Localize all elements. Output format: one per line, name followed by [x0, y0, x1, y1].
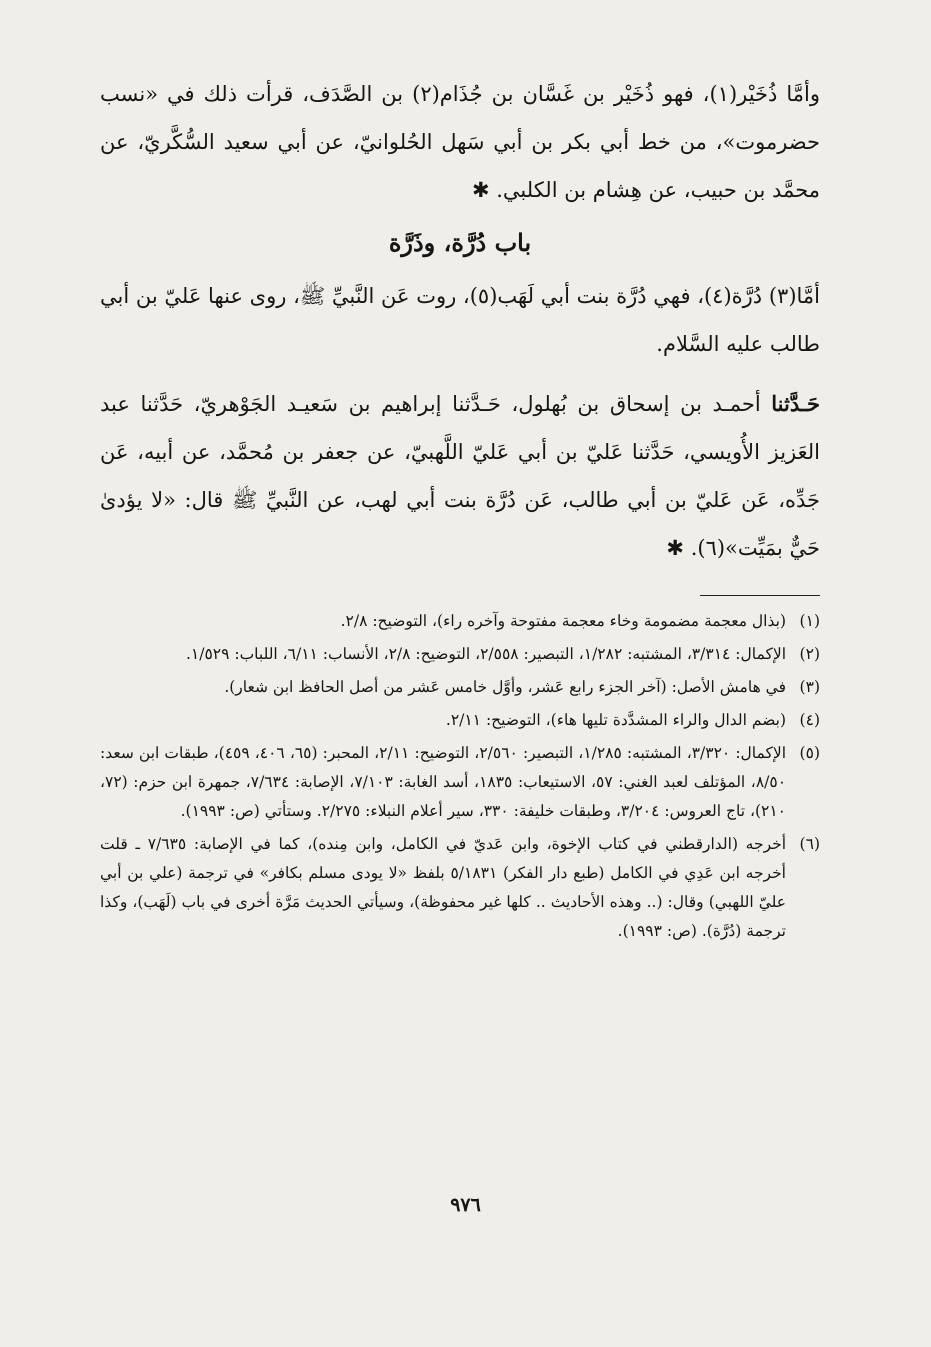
paragraph-dhukhayr: وأمَّا ذُخَيْر(١)، فهو ذُخَيْر بن غَسَّان بن جُذَام(٢) بن الصَّدَف، قرأت ذلك في «نسب حضرموت»، من خط أبي بكر بن أبي سَهل الحُلوانيّ، عن أبي سعيد السُّكَّريّ، عن محمَّد بن حبيب، عن هِشام بن الكلبي. ✱: [100, 82, 821, 202]
footnote-number: (١): [799, 612, 820, 630]
paragraph-durra: أمَّا(٣) دُرَّة(٤)، فهي دُرَّة بنت أبي لَهَب(٥)، روت عَن النَّبيِّ ﷺ، روى عنها عَليّ بن أبي طالب عليه السَّلام.: [100, 284, 820, 356]
footnote: [100, 607, 820, 636]
footnote-text: في هامش الأصل: (آخر الجزء رابع عَشر، وأوَّل خامس عَشر من أصل الحافظ ابن شعار).: [224, 678, 786, 696]
footnote-number: (٥): [799, 744, 820, 762]
page-number: ٩٧٦: [450, 1194, 481, 1216]
footnote: [100, 673, 820, 702]
footnote-text: (بضم الدال والراء المشدَّدة تليها هاء)، التوضيح: ٢/١١.: [445, 711, 786, 729]
footnote-text: (بذال معجمة مضمومة وخاء معجمة مفتوحة وآخره راء)، التوضيح: ٢/٨.: [340, 612, 786, 630]
hadith-text: أحمـد بن إسحاق بن بُهلول، حَـدَّثنا إبراهيم بن سَعيـد الجَوْهريّ، حَدَّثنا عبد العَزيز الأُويسي، حَدَّثنا عَليّ بن أبي عَليّ اللَّهبيّ، عن جعفر بن مُحمَّد، عن أبيه، عَن جَدِّه، عَن عَليّ بن أبي طالب، عَن دُرَّة بنت أبي لهب، عن النَّبيِّ ﷺ قال: «لا يؤدىٰ حَيٌّ بمَيِّت»(٦). ✱: [100, 392, 820, 560]
main-text: [100, 70, 820, 572]
footnote-number: (٢): [799, 645, 820, 663]
footnote-text: أخرجه (الدارقطني في كتاب الإخوة، وابن عَديّ في الكامل، وابن مِنده)، كما في الإصابة: ٧/٦٣٥ ـ قلت أخرجه ابن عَدِي في الكامل (طبع دار الفكر) ٥/١٨٣١ بلفظ «لا يودى مسلم بكافر» في ترجمة (علي بن أبي عليّ اللهبي) وقال: (.. وهذه الأحاديث .. كلها غير محفوظة)، وسيأتي الحديث مَرَّة أخرى في باب (لَهَب)، وكذا ترجمة (دُرَّة). (ص: ١٩٩٣).: [100, 835, 787, 940]
footnote-number: (٦): [799, 835, 820, 853]
footnote: [100, 830, 820, 946]
footnote-separator: [700, 595, 820, 596]
chapter-heading: باب دُرَّة، وذَرَّة: [388, 228, 532, 257]
footnotes: [100, 607, 820, 950]
footnote: [100, 706, 820, 735]
footnote-number: (٤): [799, 711, 820, 729]
footnote-text: الإكمال: ٣/٣١٤، المشتبه: ١/٢٨٢، التبصير: ٢/٥٥٨، التوضيح: ٢/٨، الأنساب: ٦/١١، اللباب: ١/٥٢٩.: [185, 645, 786, 663]
hadith-lead-word: حَـدَّثنا: [771, 391, 820, 416]
footnote-number: (٣): [799, 678, 820, 696]
footnote: [100, 739, 820, 826]
paragraph-hadith: [100, 380, 820, 572]
footnote-text: الإكمال: ٣/٣٢٠، المشتبه: ١/٢٨٥، التبصير: ٢/٥٦٠، التوضيح: ٢/١١، المحبر: (٦٥، ٤٠٦، ٤٥٩)، طبقات ابن سعد: ٨/٥٠، المؤتلف لعبد الغني: ٥٧، الاستيعاب: ١٨٣٥، أسد الغابة: ٧/١٠٣، الإصابة: ٧/٦٣٤، جمهرة ابن حزم: (٧٢، ٢١٠)، تاج العروس: ٣/٢٠٤، وطبقات خليفة: ٣٣٠، سير أعلام النبلاء: ٢/٢٧٥. وستأتي (ص: ١٩٩٣).: [100, 744, 787, 820]
footnote: [100, 640, 820, 669]
